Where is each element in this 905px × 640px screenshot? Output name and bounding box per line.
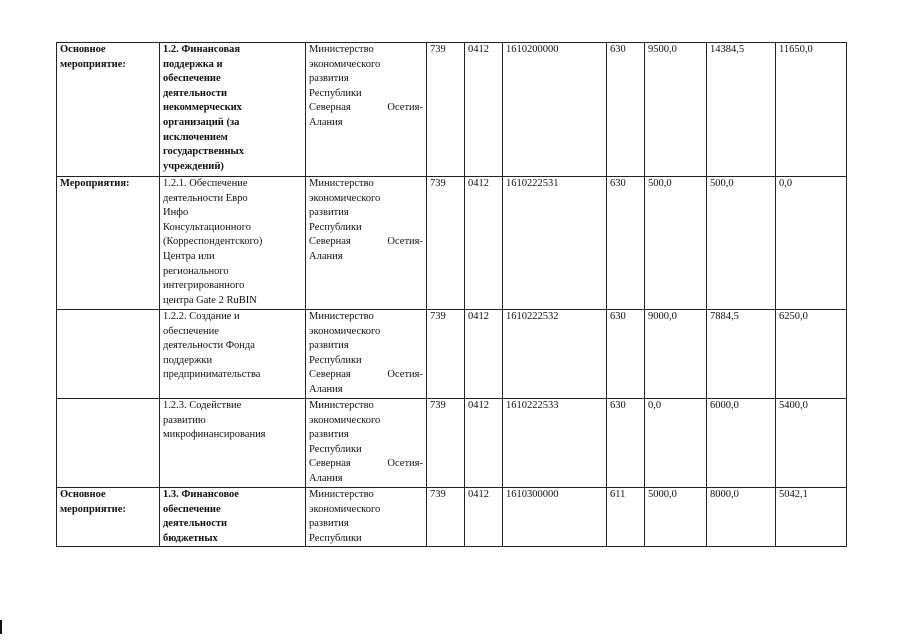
rzpr-code-cell: 0412 (465, 177, 503, 310)
amount-year3-cell: 5400,0 (776, 399, 847, 488)
activity-name-cell-line: обеспечение (163, 325, 219, 337)
activity-name-cell-line: поддержки (163, 354, 213, 366)
program-funding-table (56, 42, 847, 547)
activity-name-cell-line: 1.2.1. Обеспечение (163, 178, 248, 189)
executor-cell-line: развития (309, 340, 349, 352)
table-row (57, 43, 847, 177)
target-article-cell: 1610222533 (503, 399, 607, 488)
activity-name-cell (160, 310, 306, 399)
row-type-cell: Мероприятия: (57, 177, 160, 310)
activity-name-cell-line: Консультационного (163, 221, 251, 233)
expense-type-cell: 611 (607, 488, 645, 547)
activity-name-cell-line: 1.2.3. Содействие (163, 400, 242, 411)
activity-name-cell (160, 488, 306, 547)
activity-name-cell-line: исключением (163, 131, 228, 143)
activity-name-cell-line: (Корреспондентского) (163, 236, 263, 248)
executor-cell (306, 43, 427, 177)
activity-name-cell-line: деятельности (163, 87, 228, 99)
activity-name-cell-line: обеспечение (163, 503, 221, 515)
activity-name-cell-line: поддержка и (163, 58, 223, 70)
activity-name-cell-line: деятельности Фонда (163, 340, 255, 352)
executor-cell-line: развития (309, 73, 349, 85)
activity-name-cell-line: обеспечение (163, 73, 221, 85)
executor-cell-line: Алания (309, 116, 343, 128)
row-type-cell: Основное мероприятие: (57, 488, 160, 547)
activity-name-cell-line: Центра или (163, 250, 215, 262)
amount-year2-cell: 6000,0 (707, 399, 776, 488)
activity-name-cell (160, 43, 306, 177)
row-type-cell (57, 399, 160, 488)
executor-cell-line: Алания (309, 383, 343, 395)
amount-year2-cell: 7884,5 (707, 310, 776, 399)
amount-year3-cell: 11650,0 (776, 43, 847, 177)
table-row (57, 399, 847, 488)
rzpr-code-cell: 0412 (465, 310, 503, 399)
table-row (57, 310, 847, 399)
executor-cell (306, 310, 427, 399)
amount-year3-cell: 6250,0 (776, 310, 847, 399)
table-row (57, 177, 847, 310)
amount-year3-cell: 5042,1 (776, 488, 847, 547)
executor-cell (306, 488, 427, 547)
amount-year2-cell: 8000,0 (707, 488, 776, 547)
executor-cell-line: экономического (309, 325, 381, 337)
amount-year1-cell: 9000,0 (645, 310, 707, 399)
executor-cell (306, 399, 427, 488)
row-type-cell: Основное мероприятие: (57, 43, 160, 177)
executor-cell-line: Министерство (309, 44, 374, 55)
rzpr-code-cell: 0412 (465, 488, 503, 547)
activity-name-cell-line: 1.2.2. Создание и (163, 311, 240, 322)
activity-name-cell-line: 1.2. Финансовая (163, 44, 241, 55)
target-article-cell: 1610300000 (503, 488, 607, 547)
activity-name-cell-line: организаций (за (163, 116, 240, 128)
expense-type-cell: 630 (607, 177, 645, 310)
executor-cell-line: Северная Осетия- (309, 102, 423, 114)
amount-year1-cell: 500,0 (645, 177, 707, 310)
expense-type-cell: 630 (607, 310, 645, 399)
executor-cell-line: Республики (309, 532, 362, 544)
executor-cell-line: экономического (309, 414, 381, 426)
activity-name-cell-line: микрофинансирования (163, 429, 266, 441)
table-row (57, 488, 847, 547)
activity-name-cell-line: некоммерческих (163, 102, 242, 114)
activity-name-cell-line: государственных (163, 146, 244, 158)
executor-cell-line: Северная Осетия- (309, 369, 423, 381)
executor-cell-line: Республики (309, 354, 362, 366)
executor-cell-line: Республики (309, 87, 362, 99)
executor-cell-line: экономического (309, 192, 381, 204)
activity-name-cell (160, 399, 306, 488)
target-article-cell: 1610222532 (503, 310, 607, 399)
amount-year1-cell: 0,0 (645, 399, 707, 488)
executor-cell-line: Северная Осетия- (309, 458, 423, 470)
rzpr-code-cell: 0412 (465, 43, 503, 177)
activity-name-cell-line: деятельности (163, 518, 228, 530)
activity-name-cell-line: развитию (163, 414, 206, 426)
executor-cell-line: Министерство (309, 178, 374, 189)
grbs-code-cell: 739 (427, 488, 465, 547)
target-article-cell: 1610222531 (503, 177, 607, 310)
executor-cell (306, 177, 427, 310)
amount-year2-cell: 14384,5 (707, 43, 776, 177)
amount-year2-cell: 500,0 (707, 177, 776, 310)
row-type-cell (57, 310, 160, 399)
expense-type-cell: 630 (607, 43, 645, 177)
executor-cell-line: Республики (309, 221, 362, 233)
executor-cell-line: Алания (309, 472, 343, 484)
activity-name-cell-line: интегрированного (163, 280, 245, 292)
executor-cell-line: развития (309, 207, 349, 219)
rzpr-code-cell: 0412 (465, 399, 503, 488)
executor-cell-line: экономического (309, 503, 381, 515)
activity-name-cell (160, 177, 306, 310)
activity-name-cell-line: деятельности Евро (163, 192, 248, 204)
executor-cell-line: Министерство (309, 400, 374, 411)
executor-cell-line: развития (309, 429, 349, 441)
grbs-code-cell: 739 (427, 43, 465, 177)
executor-cell-line: Северная Осетия- (309, 236, 423, 248)
activity-name-cell-line: 1.3. Финансовое (163, 489, 239, 500)
executor-cell-line: Республики (309, 443, 362, 455)
activity-name-cell-line: бюджетных (163, 532, 218, 544)
activity-name-cell-line: центра Gate 2 RuBIN (163, 294, 257, 306)
executor-cell-line: развития (309, 518, 349, 530)
grbs-code-cell: 739 (427, 310, 465, 399)
executor-cell-line: Министерство (309, 311, 374, 322)
executor-cell-line: Министерство (309, 489, 374, 500)
executor-cell-line: Алания (309, 250, 343, 262)
page-edge-mark (0, 620, 2, 634)
grbs-code-cell: 739 (427, 399, 465, 488)
executor-cell-line: экономического (309, 58, 381, 70)
amount-year1-cell: 9500,0 (645, 43, 707, 177)
amount-year1-cell: 5000,0 (645, 488, 707, 547)
activity-name-cell-line: предпринимательства (163, 369, 261, 381)
activity-name-cell-line: Инфо (163, 207, 189, 219)
activity-name-cell-line: регионального (163, 265, 229, 277)
grbs-code-cell: 739 (427, 177, 465, 310)
target-article-cell: 1610200000 (503, 43, 607, 177)
activity-name-cell-line: учреждений) (163, 160, 224, 172)
expense-type-cell: 630 (607, 399, 645, 488)
amount-year3-cell: 0,0 (776, 177, 847, 310)
